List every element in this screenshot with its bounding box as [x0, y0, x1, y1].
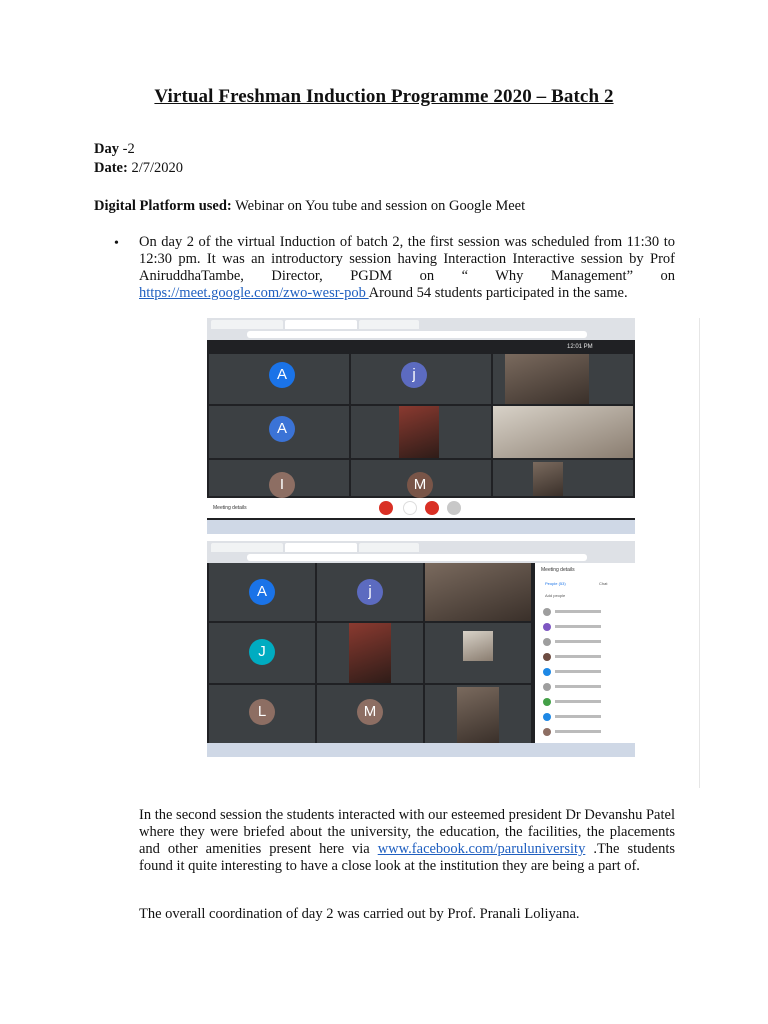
meet-time: 12:01 PM: [567, 344, 593, 350]
video-tile: [209, 460, 349, 496]
participant-avatar: A: [269, 416, 295, 442]
tab-people: People (53): [545, 581, 566, 586]
video-tile: [493, 354, 633, 404]
participant-row: [543, 637, 629, 647]
participant-avatar: L: [249, 699, 275, 725]
participant-row: [543, 667, 629, 677]
meet-topbar: [207, 340, 635, 354]
browser-tab-active: [285, 320, 357, 329]
video-tile: [209, 685, 315, 743]
add-people: Add people: [545, 593, 566, 598]
windows-taskbar: [207, 520, 635, 534]
paragraph-2: [139, 807, 675, 875]
video-tile: [209, 354, 349, 404]
camera-off-icon: [425, 501, 439, 515]
bullet-paragraph-1: [139, 234, 675, 302]
day-value: -2: [122, 141, 135, 157]
bullet1-text: On day 2 of the virtual Induction of batch 2, the first session was scheduled from 11:30 to 12:30 pm. It was an introductory session having Interaction Interactive session by Prof AniruddhaTambe, Director, PGDM on “ Why Management” on: [139, 234, 675, 284]
panel-title: Meeting details: [541, 567, 575, 573]
participant-row: [543, 682, 629, 692]
participant-video: [463, 631, 493, 661]
participant-avatar: j: [401, 362, 427, 388]
participant-video: [533, 462, 563, 496]
browser-tab: [359, 320, 419, 329]
participant-avatar: A: [249, 579, 275, 605]
participant-video: [399, 406, 439, 458]
video-tile: [493, 460, 633, 496]
page-edge-rule: [699, 318, 700, 788]
participant-row: [543, 727, 629, 737]
video-tile: [209, 563, 315, 621]
para2-text: In the second session the students interacted with our esteemed president Dr Devanshu Patel where they were briefed about the university, the education, the facilities, the placements and other amenities present here via: [139, 807, 675, 857]
address-bar: [247, 554, 587, 561]
mic-off-icon: [379, 501, 393, 515]
date-value: 2/7/2020: [131, 160, 184, 176]
para2-text-after: .The students found it quite interesting to have a close look at the institution they are being a part of.: [139, 841, 675, 874]
video-tile: [317, 563, 423, 621]
participant-row: [543, 622, 629, 632]
video-tile: [317, 685, 423, 743]
meet-controls: [207, 498, 635, 518]
video-tile: [317, 623, 423, 683]
participant-video: [457, 687, 499, 743]
browser-bar: [207, 541, 635, 563]
meet-screenshot-1: [207, 318, 635, 534]
video-tile: [209, 406, 349, 458]
participant-avatar: M: [357, 699, 383, 725]
meet-screenshot-2: [207, 541, 635, 757]
participant-row: [543, 652, 629, 662]
video-tile: [351, 354, 491, 404]
bullet1-text-after: Around 54 students participated in the same.: [368, 285, 628, 301]
participant-video: [349, 623, 391, 683]
participant-video: [493, 406, 633, 458]
participant-row: [543, 607, 629, 617]
paragraph-3: The overall coordination of day 2 was carried out by Prof. Pranali Loliyana.: [139, 906, 580, 922]
video-tile: [209, 623, 315, 683]
video-tile: [351, 460, 491, 496]
video-tile: [425, 685, 531, 743]
video-tile: [351, 406, 491, 458]
browser-bar: [207, 318, 635, 340]
hangup-icon: [403, 501, 417, 515]
meet-link[interactable]: https://meet.google.com/zwo-wesr-pob: [139, 285, 369, 301]
participant-avatar: M: [407, 472, 433, 498]
participant-avatar: J: [249, 639, 275, 665]
participant-row: [543, 697, 629, 707]
facebook-link[interactable]: www.facebook.com/paruluniversity: [377, 841, 586, 857]
platform-line: [94, 198, 525, 215]
platform-label: Digital Platform used:: [94, 198, 232, 214]
platform-value: Webinar on You tube and session on Google Meet: [235, 198, 526, 214]
participant-avatar: j: [357, 579, 383, 605]
meeting-details-label: Meeting details: [213, 505, 247, 511]
video-tile: [425, 563, 531, 621]
document-title: Virtual Freshman Induction Programme 2020 – Batch 2: [154, 86, 614, 107]
video-tile: [425, 623, 531, 683]
participant-avatar: I: [269, 472, 295, 498]
browser-tab: [211, 543, 283, 552]
captions-icon: [447, 501, 461, 515]
day-label: Day: [94, 141, 119, 157]
participant-row: [543, 712, 629, 722]
tab-chat: Chat: [599, 581, 608, 586]
browser-tab-active: [285, 543, 357, 552]
date-line: [94, 160, 183, 177]
participant-video: [505, 354, 589, 404]
video-tile: [493, 406, 633, 458]
participant-avatar: A: [269, 362, 295, 388]
meeting-details-panel: [535, 563, 635, 743]
day-line: [94, 141, 135, 158]
bullet-icon: •: [114, 236, 119, 251]
address-bar: [247, 331, 587, 338]
browser-tab: [359, 543, 419, 552]
windows-taskbar: [207, 743, 635, 757]
browser-tab: [211, 320, 283, 329]
participant-video: [425, 563, 531, 621]
date-label: Date:: [94, 160, 128, 176]
